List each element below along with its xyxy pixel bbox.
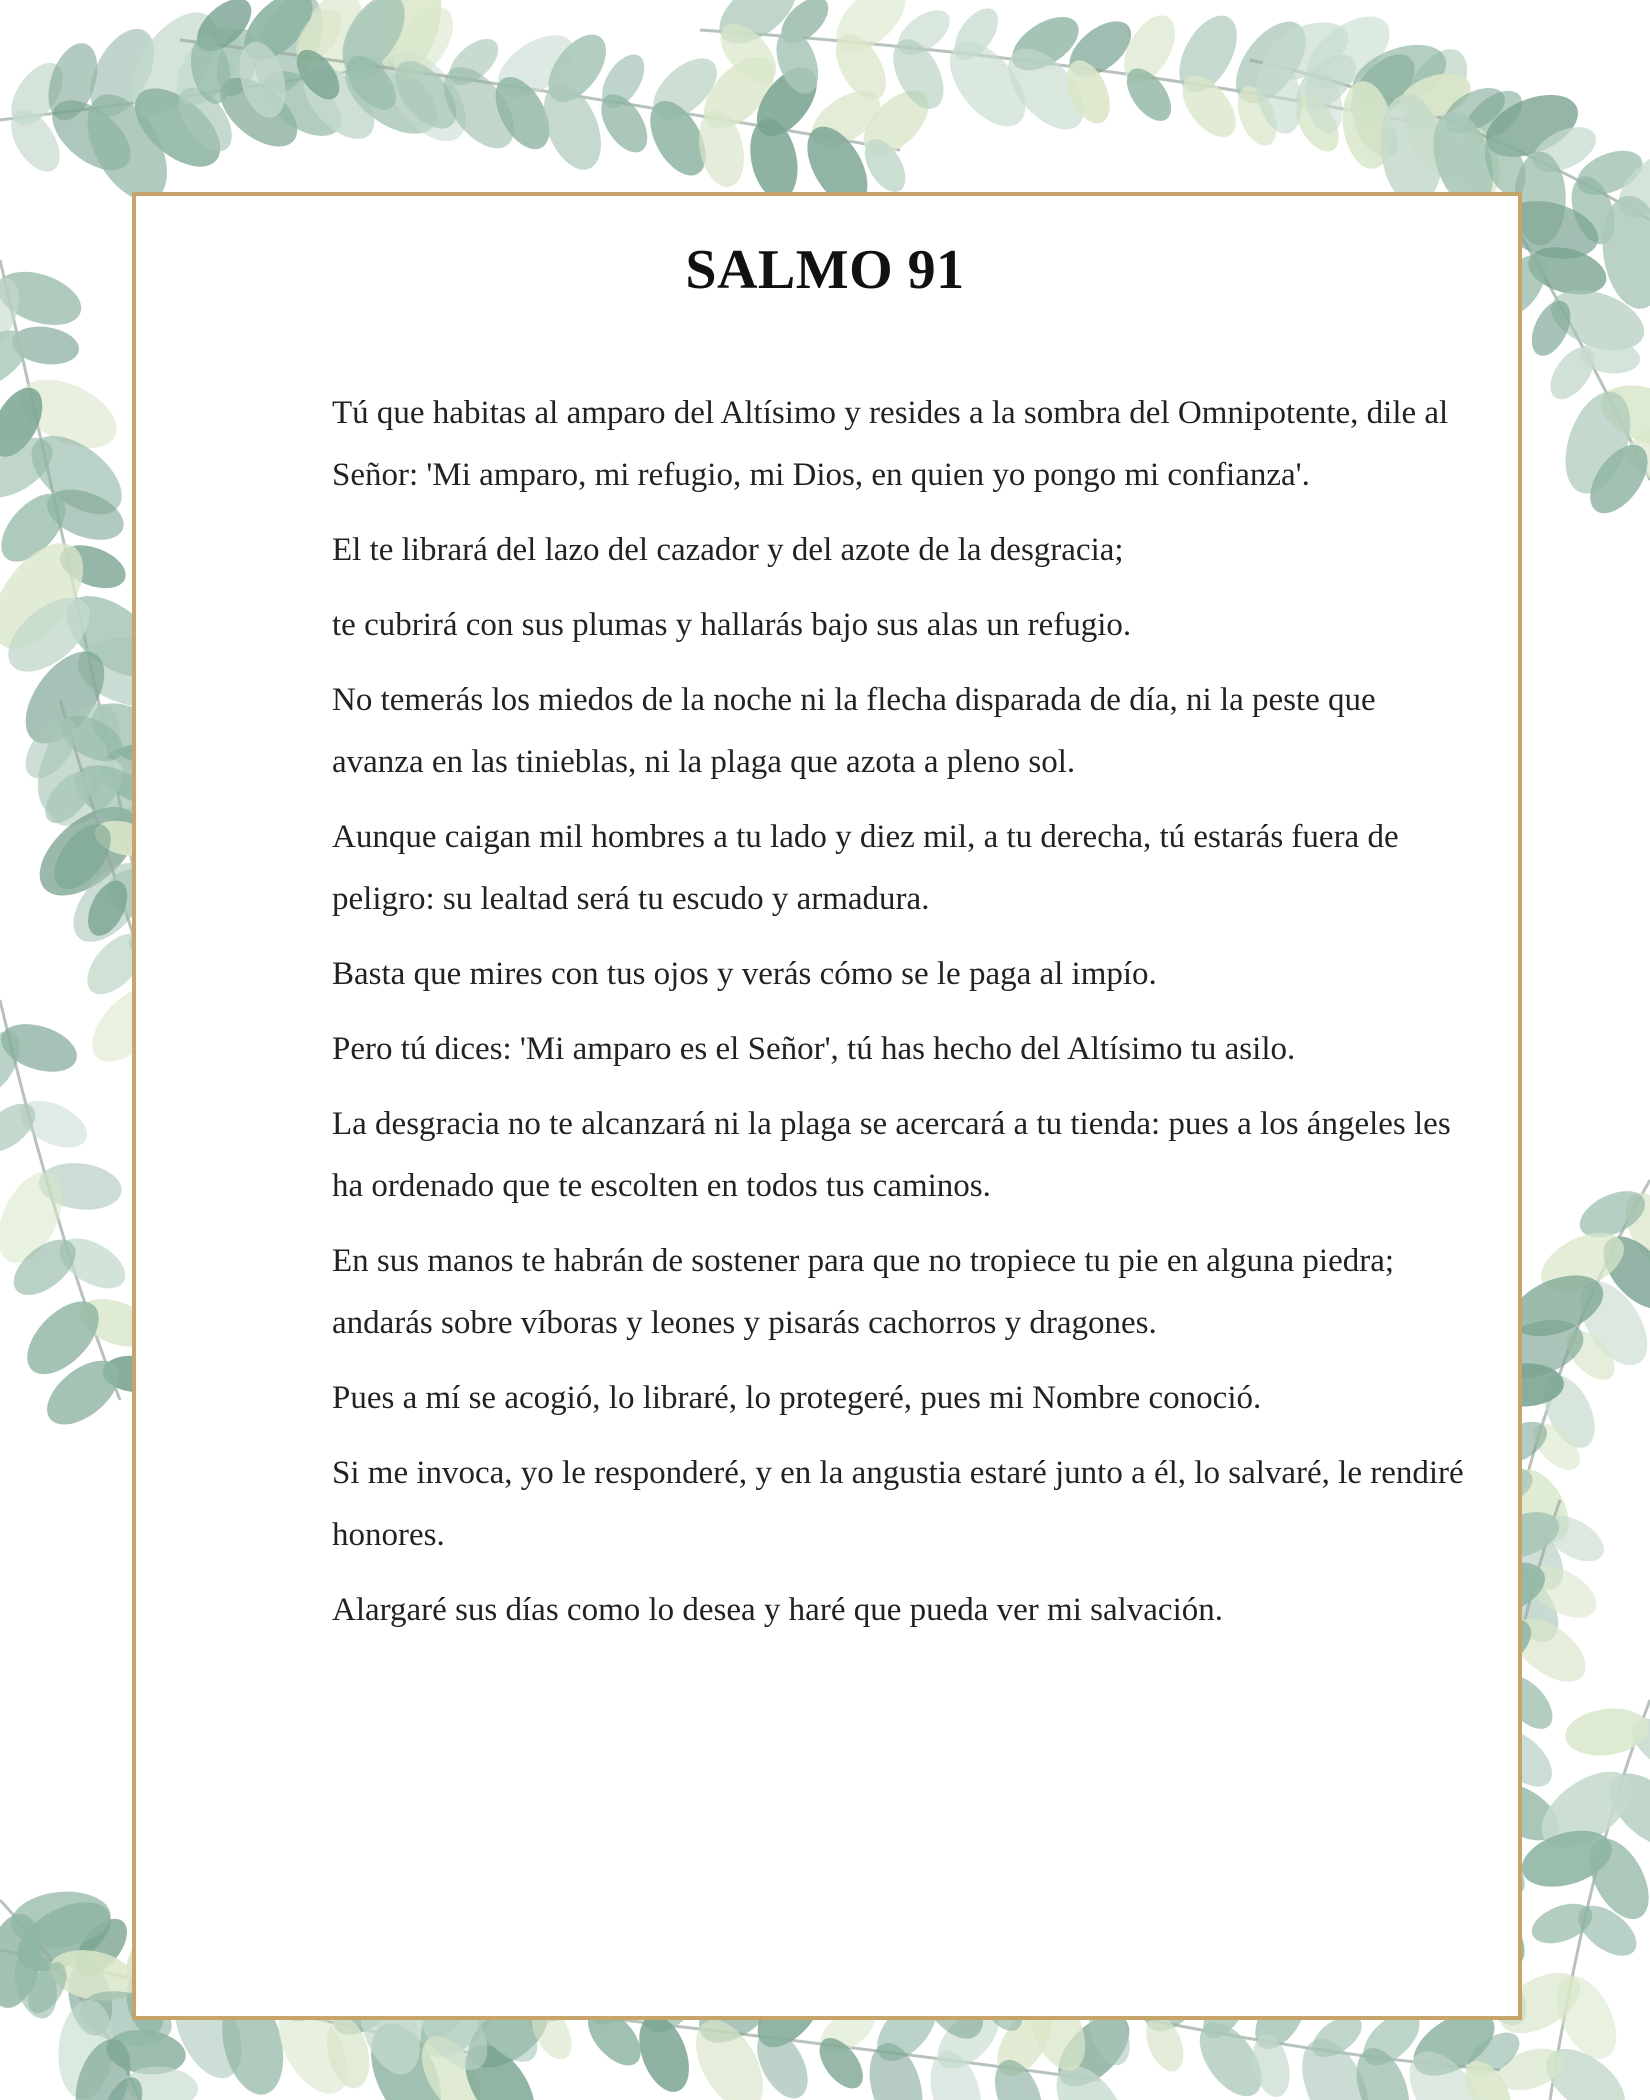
eucalyptus-leaf: [1562, 1703, 1650, 1760]
verse-paragraph: Aunque caigan mil hombres a tu lado y diez mil, a tu derecha, tú estarás fuera de peligro: su lealtad será tu escudo y armadura.: [332, 819, 1399, 917]
verse-paragraph: Alargaré sus días como lo desea y haré que pueda ver mi salvación.: [332, 1592, 1223, 1628]
eucalyptus-leaf: [861, 2037, 932, 2100]
page-title: SALMO 91: [685, 239, 965, 301]
verse-paragraph: No temerás los miedos de la noche ni la flecha disparada de día, ni la peste que avanza en las tinieblas, ni la plaga que azota a pleno sol.: [332, 682, 1376, 780]
verse-paragraph: La desgracia no te alcanzará ni la plaga se acercará a tu tienda: pues a los ángeles les ha ordenado que te escolten en todos tus caminos.: [332, 1106, 1451, 1204]
verse-paragraph: En sus manos te habrán de sostener para que no tropiece tu pie en alguna piedra; andarás sobre víboras y leones y pisarás cachorros y dragones.: [332, 1243, 1395, 1341]
verse-paragraph: Si me invoca, yo le responderé, y en la angustia estaré junto a él, lo salvaré, le rendiré honores.: [332, 1455, 1464, 1553]
verse-paragraph: Tú que habitas al amparo del Altísimo y resides a la sombra del Omnipotente, dile al Señor: 'Mi amparo, mi refugio, mi Dios, en quien yo pongo mi confianza'.: [332, 395, 1449, 493]
verse-paragraph: El te librará del lazo del cazador y del azote de la desgracia;: [332, 532, 1124, 568]
eucalyptus-leaf: [743, 114, 804, 204]
verse-paragraph: te cubrirá con sus plumas y hallarás bajo sus alas un refugio.: [332, 607, 1132, 643]
verse-paragraph: Pues a mí se acogió, lo libraré, lo protegeré, pues mi Nombre conoció.: [332, 1380, 1262, 1416]
verse-paragraph: Basta que mires con tus ojos y verás cómo se le paga al impío.: [332, 956, 1157, 992]
psalm-text: [332, 382, 1472, 1654]
verse-paragraph: Pero tú dices: 'Mi amparo es el Señor', tú has hecho del Altísimo tu asilo.: [332, 1031, 1296, 1067]
